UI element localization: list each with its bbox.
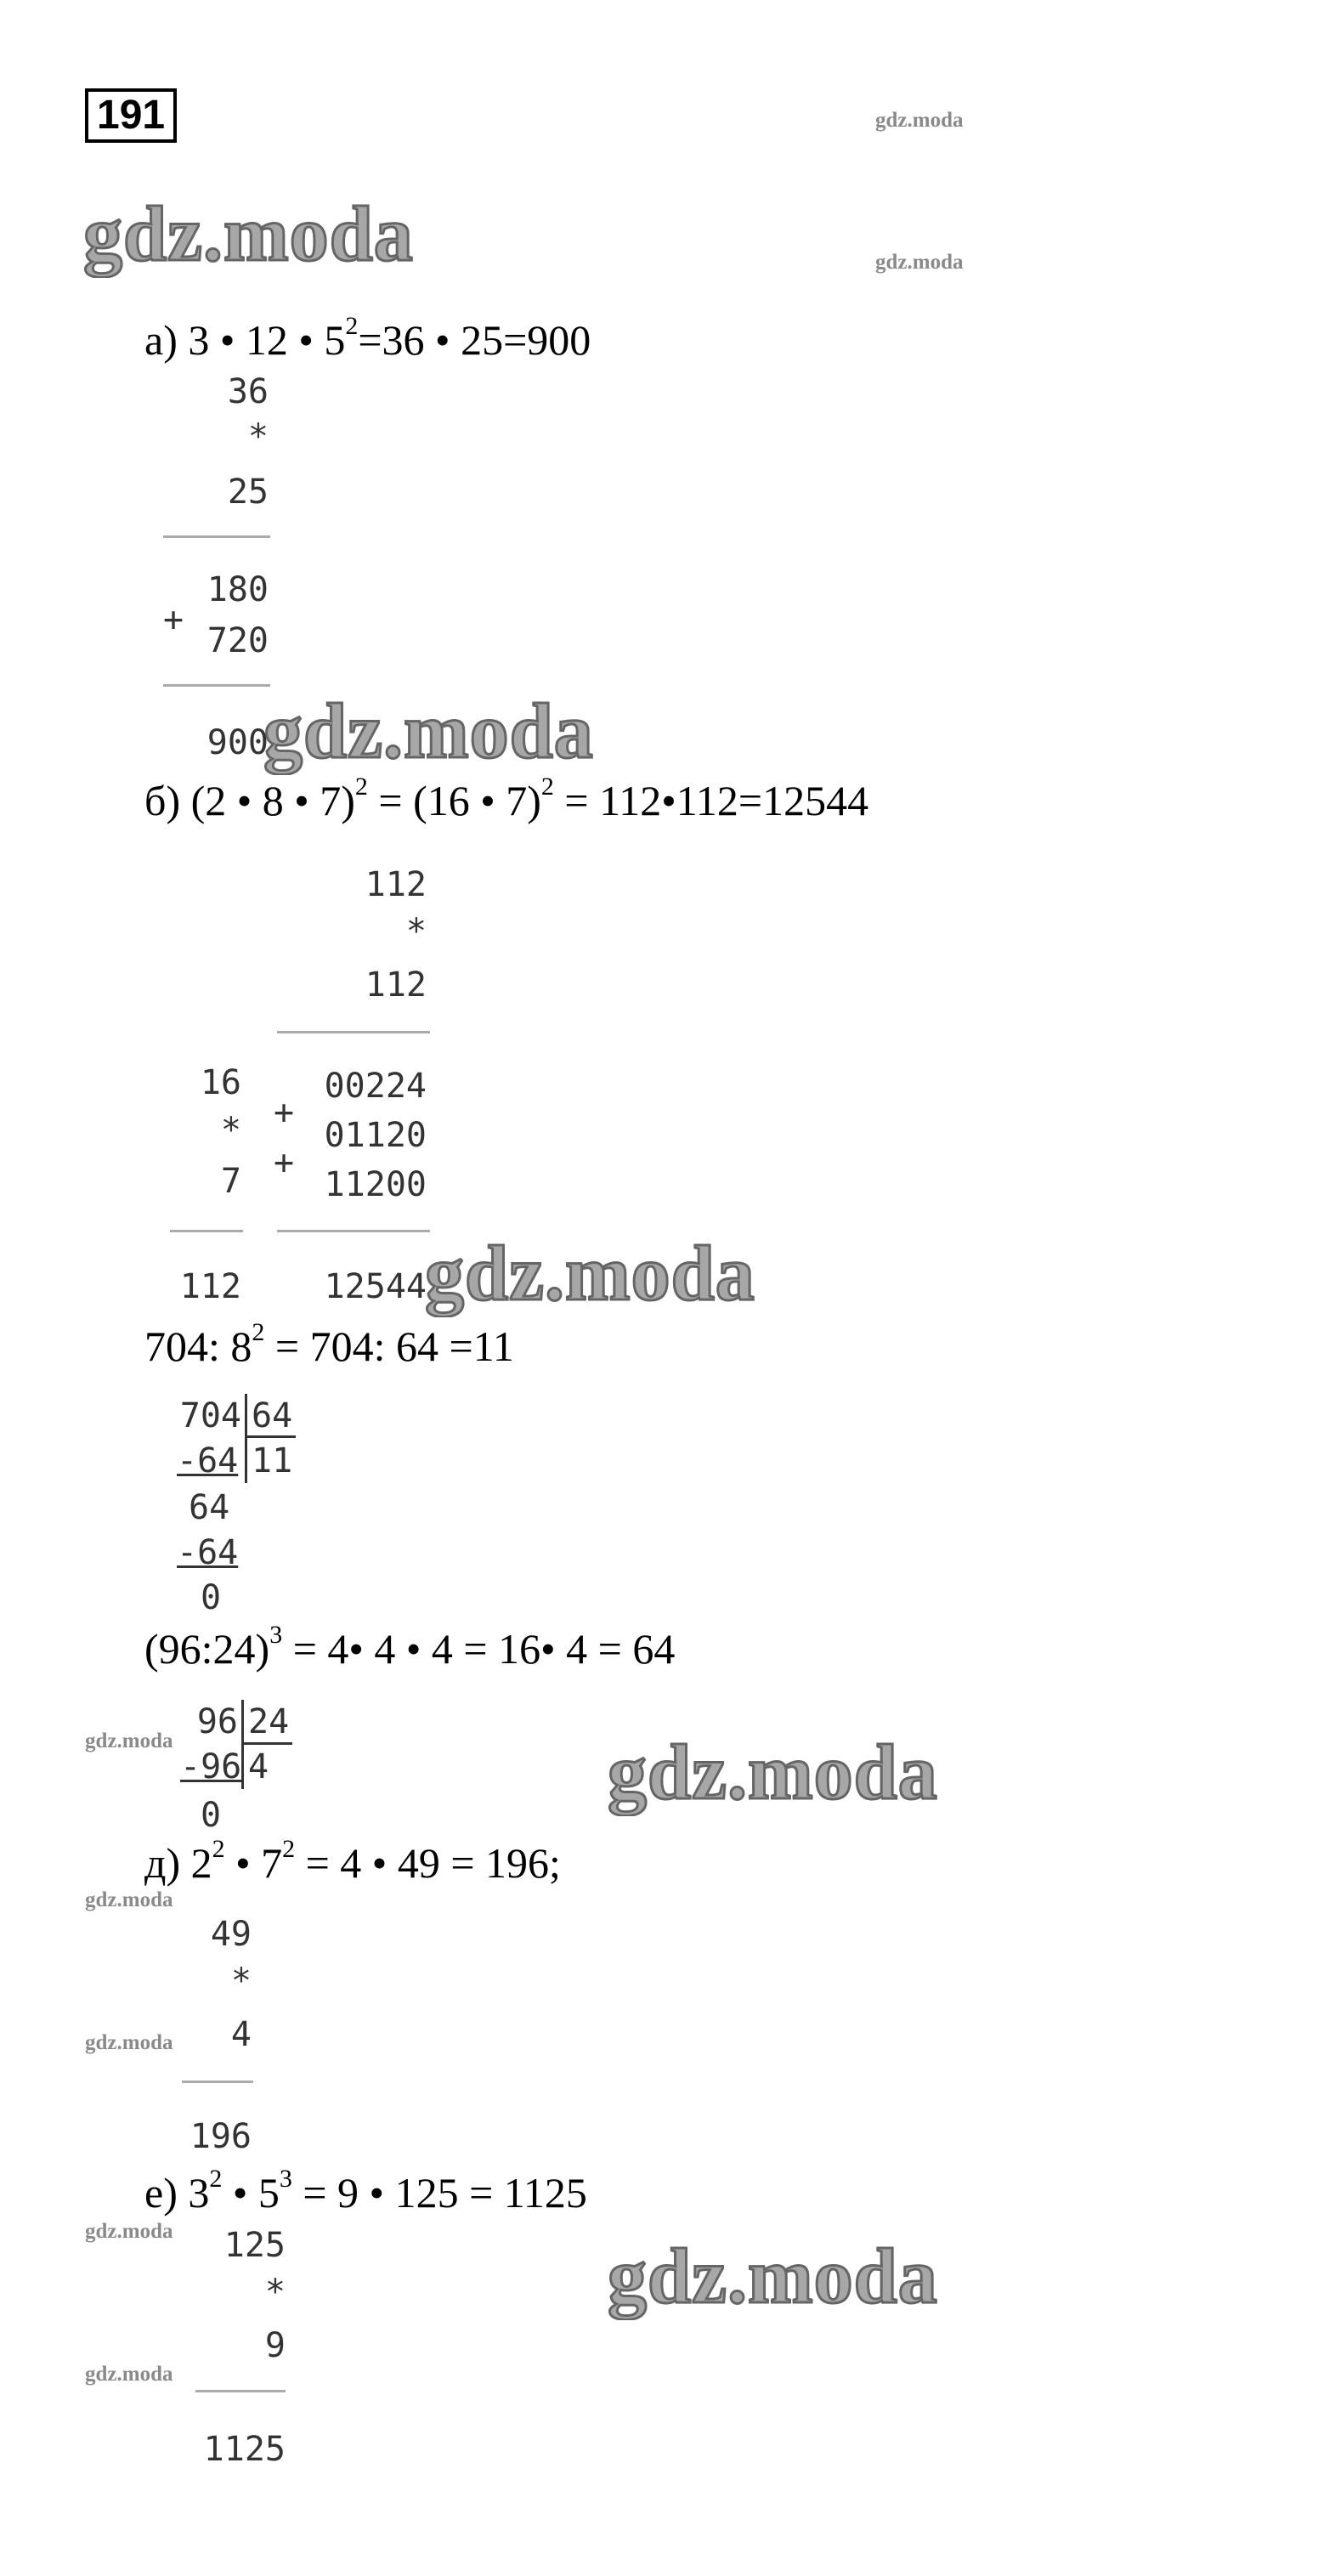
remainder: 64 <box>189 1488 230 1527</box>
factor-top: 36 <box>227 372 269 411</box>
remainder: 0 <box>201 1796 222 1835</box>
watermark-small: gdz.moda <box>85 1888 173 1911</box>
watermark-small: gdz.moda <box>85 2220 173 2243</box>
factor-top: 16 <box>200 1063 241 1102</box>
watermark-small: gdz.moda <box>85 1730 173 1752</box>
quotient-line <box>243 1742 292 1745</box>
factor-bottom: 25 <box>227 473 269 512</box>
partial-product: 720 <box>206 621 269 660</box>
rule <box>163 684 270 687</box>
factor-bottom: 112 <box>365 965 427 1005</box>
equation-f: е) $3^2$ • $5^3 = 9$ • 125 = 1125 <box>144 2165 587 2216</box>
watermark-small: gdz.moda <box>85 2031 173 2054</box>
part-label: е) <box>144 2169 178 2216</box>
factor-bottom: 7 <box>220 1162 241 1201</box>
product: 900 <box>206 723 269 762</box>
equation-d: (96:24)$^3$ = 4• 4 • 4 = 16• 4 = 64 <box>144 1621 676 1673</box>
part-label: д) <box>144 1839 181 1887</box>
watermark-small: gdz.moda <box>85 2363 173 2386</box>
subtrahend: -64 <box>177 1533 239 1572</box>
product: 12544 <box>324 1267 427 1306</box>
mult-sign: * <box>264 2273 286 2312</box>
problem-number: 191 <box>85 88 177 143</box>
watermark-logo: gdz.moda <box>608 1729 938 1815</box>
quotient: 4 <box>248 1747 269 1786</box>
dividend: 96 <box>196 1702 238 1741</box>
part-label: б) <box>144 777 181 824</box>
rule <box>277 1031 430 1033</box>
division-bar <box>245 1394 247 1483</box>
remainder: 0 <box>201 1578 222 1617</box>
watermark-small: gdz.moda <box>875 109 964 132</box>
rule <box>163 535 270 538</box>
partial-product: 01120 <box>324 1116 427 1155</box>
plus-sign: + <box>274 1093 295 1132</box>
factor-bottom: 9 <box>264 2326 286 2365</box>
factor-bottom: 4 <box>230 2015 252 2054</box>
subtrahend: -64 <box>177 1441 239 1480</box>
partial-product: 11200 <box>324 1165 427 1204</box>
equation-e: д) $2^2$ • $7^2 = 4$ • 49 = 196; <box>144 1835 561 1887</box>
part-label: а) <box>144 316 178 364</box>
rule <box>182 2081 253 2083</box>
divisor: 24 <box>248 1702 290 1741</box>
equation-c: 704: $8^2 = 704$: 64 =11 <box>144 1318 514 1370</box>
equation-a: а) 3 • 12 • $5^2=36$ • 25=900 <box>144 312 591 364</box>
product: 1125 <box>203 2430 286 2469</box>
factor-top: 112 <box>365 865 427 904</box>
watermark-logo: gdz.moda <box>608 2233 938 2319</box>
mult-sign: * <box>220 1111 241 1150</box>
equation-b: б) (2 • 8 • 7)$^2$ = (16 • 7)$^2$ = 112•112=12544 <box>144 773 869 824</box>
dividend: 704 <box>179 1396 241 1435</box>
rule <box>277 1230 430 1232</box>
watermark-logo: gdz.moda <box>83 190 414 277</box>
mult-sign: * <box>247 417 269 456</box>
rule <box>195 2390 286 2392</box>
partial-product: 00224 <box>324 1067 427 1106</box>
rule <box>170 1230 243 1232</box>
factor-top: 125 <box>223 2226 286 2265</box>
subtrahend: -96 <box>180 1747 242 1786</box>
factor-top: 49 <box>210 1915 252 1954</box>
watermark-logo: gdz.moda <box>263 688 594 774</box>
watermark-logo: gdz.moda <box>425 1230 755 1316</box>
partial-product: 180 <box>206 570 269 609</box>
product: 112 <box>179 1267 241 1306</box>
watermark-small: gdz.moda <box>875 251 964 274</box>
plus-sign: + <box>163 600 184 639</box>
quotient: 11 <box>252 1441 293 1480</box>
plus-sign: + <box>274 1143 295 1182</box>
divisor: 64 <box>252 1396 293 1435</box>
mult-sign: * <box>230 1962 252 2001</box>
product: 196 <box>190 2117 252 2156</box>
mult-sign: * <box>405 912 427 951</box>
